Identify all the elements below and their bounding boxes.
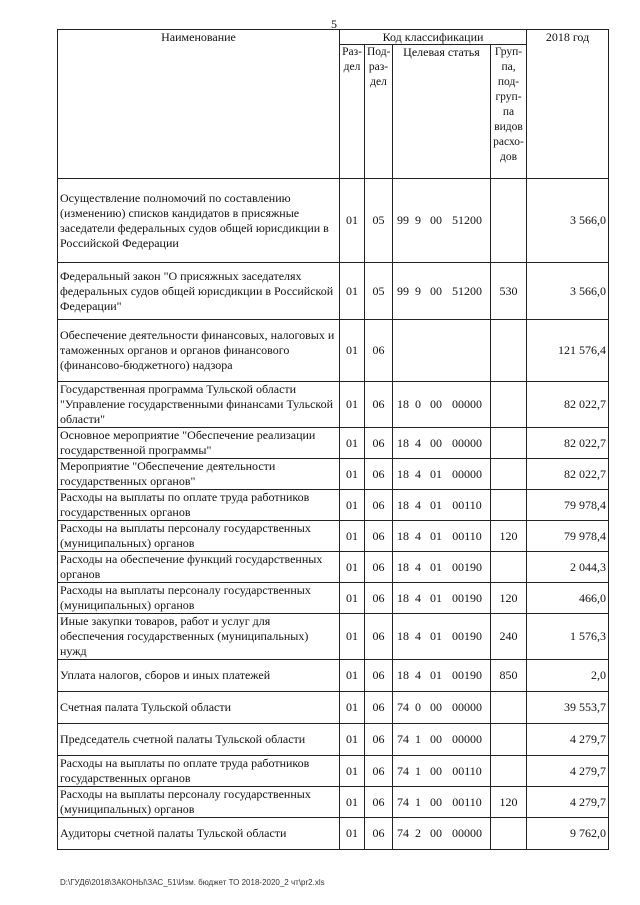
row-subsection: 06 — [365, 583, 393, 614]
target-article-program: 99 — [397, 213, 409, 227]
row-expense-group — [491, 459, 527, 490]
target-article-event: 00 — [430, 732, 442, 746]
row-expense-group — [491, 428, 527, 459]
row-name: Председатель счетной палаты Тульской области — [58, 724, 340, 756]
target-article-direction: 00110 — [452, 794, 482, 809]
target-article-subprogram: 4 — [415, 629, 421, 643]
row-name: Уплата налогов, сборов и иных платежей — [58, 660, 340, 692]
row-expense-group: 120 — [491, 787, 527, 818]
target-article-direction: 00000 — [452, 397, 482, 411]
row-section: 01 — [340, 756, 365, 787]
row-section: 01 — [340, 583, 365, 614]
target-article-direction: 00190 — [452, 559, 482, 574]
target-article-event: 01 — [430, 497, 442, 512]
row-expense-group — [491, 179, 527, 263]
row-amount-2018: 121 576,4 — [527, 320, 609, 382]
target-article-subprogram: 1 — [415, 763, 421, 778]
row-target-article — [393, 459, 491, 490]
row-target-article — [393, 179, 491, 263]
table-row — [58, 660, 609, 692]
target-article-program: 18 — [397, 497, 409, 512]
target-article-event: 00 — [430, 794, 442, 809]
table-row — [58, 614, 609, 660]
row-subsection: 05 — [365, 179, 393, 263]
row-subsection: 06 — [365, 787, 393, 818]
row-expense-group — [491, 320, 527, 382]
target-article-event: 01 — [430, 629, 442, 643]
row-name: Расходы на выплаты персоналу государственных (муниципальных) органов — [58, 787, 340, 818]
row-amount-2018: 2 044,3 — [527, 552, 609, 583]
row-name: Мероприятие "Обеспечение деятельности государственных органов" — [58, 459, 340, 490]
row-subsection: 06 — [365, 320, 393, 382]
row-name: Счетная палата Тульской области — [58, 692, 340, 724]
row-amount-2018: 79 978,4 — [527, 521, 609, 552]
row-target-article — [393, 614, 491, 660]
row-expense-group: 120 — [491, 521, 527, 552]
target-article-direction: 00110 — [452, 497, 482, 512]
row-subsection: 06 — [365, 756, 393, 787]
row-section: 01 — [340, 263, 365, 320]
row-section: 01 — [340, 382, 365, 428]
target-article-event: 01 — [430, 528, 442, 543]
row-target-article — [393, 428, 491, 459]
row-section: 01 — [340, 428, 365, 459]
target-article-event: 00 — [430, 763, 442, 778]
row-target-article — [393, 787, 491, 818]
footer-file-path: D:\ГУД6\2018\ЗАКОНЫ\ЗАС_51\Изм. бюджет ТО 2018-2020_2 чт\pr2.xls — [60, 878, 325, 887]
table-row — [58, 320, 609, 382]
target-article-event: 00 — [430, 435, 442, 450]
header-name: Наименование — [58, 30, 340, 179]
row-name: Расходы на выплаты по оплате труда работников государственных органов — [58, 756, 340, 787]
target-article-program: 74 — [397, 794, 409, 809]
target-article-direction: 00000 — [452, 435, 482, 450]
row-name: Расходы на выплаты персоналу государственных (муниципальных) органов — [58, 521, 340, 552]
row-expense-group — [491, 818, 527, 850]
table-body — [58, 179, 609, 850]
target-article-event: 01 — [430, 590, 442, 605]
row-amount-2018: 4 279,7 — [527, 756, 609, 787]
target-article-program: 74 — [397, 700, 409, 714]
header-subsection: Под- раз- дел — [365, 45, 393, 179]
row-name: Обеспечение деятельности финансовых, налоговых и таможенных органов и органов финансового (финансово-бюджетного) надзора — [58, 320, 340, 382]
row-expense-group: 120 — [491, 583, 527, 614]
row-name: Расходы на обеспечение функций государственных органов — [58, 552, 340, 583]
row-amount-2018: 39 553,7 — [527, 692, 609, 724]
target-article-subprogram: 0 — [415, 397, 421, 411]
row-subsection: 06 — [365, 552, 393, 583]
target-article-program: 74 — [397, 732, 409, 746]
table-row — [58, 179, 609, 263]
target-article-subprogram: 4 — [415, 668, 421, 682]
row-section: 01 — [340, 179, 365, 263]
table-row — [58, 692, 609, 724]
target-article-program: 18 — [397, 590, 409, 605]
target-article-program: 18 — [397, 435, 409, 450]
row-expense-group — [491, 552, 527, 583]
row-amount-2018: 82 022,7 — [527, 428, 609, 459]
target-article-event: 00 — [430, 397, 442, 411]
row-name: Аудиторы счетной палаты Тульской области — [58, 818, 340, 850]
row-amount-2018: 79 978,4 — [527, 490, 609, 521]
target-article-direction: 00000 — [452, 826, 482, 840]
row-section: 01 — [340, 490, 365, 521]
row-subsection: 06 — [365, 692, 393, 724]
target-article-subprogram: 2 — [415, 826, 421, 840]
target-article-program: 18 — [397, 629, 409, 643]
table-row — [58, 552, 609, 583]
target-article-program: 74 — [397, 826, 409, 840]
target-article-subprogram: 9 — [415, 213, 421, 227]
table-row — [58, 521, 609, 552]
row-section: 01 — [340, 614, 365, 660]
target-article-direction: 51200 — [452, 283, 482, 298]
row-target-article — [393, 320, 491, 382]
table-row — [58, 382, 609, 428]
row-amount-2018: 3 566,0 — [527, 263, 609, 320]
target-article-event: 00 — [430, 283, 442, 298]
row-target-article — [393, 382, 491, 428]
row-subsection: 06 — [365, 614, 393, 660]
row-amount-2018: 82 022,7 — [527, 382, 609, 428]
target-article-program: 18 — [397, 668, 409, 682]
target-article-program: 74 — [397, 763, 409, 778]
row-name: Осуществление полномочий по составлению (изменению) списков кандидатов в присяжные заседатели федеральных судов общей юрисдикции в Российской Федерации — [58, 179, 340, 263]
table-row — [58, 756, 609, 787]
target-article-event: 01 — [430, 466, 442, 481]
row-section: 01 — [340, 320, 365, 382]
budget-table — [57, 29, 609, 850]
target-article-subprogram: 4 — [415, 497, 421, 512]
target-article-subprogram: 0 — [415, 700, 421, 714]
row-expense-group — [491, 490, 527, 521]
header-classification-code: Код классификации — [340, 30, 527, 45]
table-row — [58, 818, 609, 850]
row-expense-group — [491, 724, 527, 756]
row-target-article — [393, 521, 491, 552]
row-amount-2018: 1 576,3 — [527, 614, 609, 660]
target-article-program: 18 — [397, 528, 409, 543]
target-article-direction: 00110 — [452, 763, 482, 778]
target-article-subprogram: 9 — [415, 283, 421, 298]
target-article-subprogram: 4 — [415, 435, 421, 450]
row-subsection: 06 — [365, 724, 393, 756]
row-name: Иные закупки товаров, работ и услуг для обеспечения государственных (муниципальных) нужд — [58, 614, 340, 660]
target-article-subprogram: 1 — [415, 732, 421, 746]
row-section: 01 — [340, 660, 365, 692]
row-amount-2018: 3 566,0 — [527, 179, 609, 263]
row-amount-2018: 4 279,7 — [527, 787, 609, 818]
header-target-article: Целевая статья — [393, 45, 491, 179]
target-article-subprogram: 4 — [415, 559, 421, 574]
header-year: 2018 год — [527, 30, 609, 179]
row-subsection: 06 — [365, 818, 393, 850]
row-subsection: 06 — [365, 459, 393, 490]
row-section: 01 — [340, 787, 365, 818]
row-section: 01 — [340, 459, 365, 490]
row-expense-group — [491, 756, 527, 787]
row-section: 01 — [340, 724, 365, 756]
table-row — [58, 263, 609, 320]
table-row — [58, 428, 609, 459]
target-article-direction: 00000 — [452, 700, 482, 714]
target-article-event: 01 — [430, 668, 442, 682]
row-section: 01 — [340, 521, 365, 552]
target-article-subprogram: 1 — [415, 794, 421, 809]
row-target-article — [393, 263, 491, 320]
row-target-article — [393, 692, 491, 724]
row-expense-group: 240 — [491, 614, 527, 660]
row-name: Государственная программа Тульской области "Управление государственными финансами Тульской области" — [58, 382, 340, 428]
target-article-program: 18 — [397, 397, 409, 411]
target-article-direction: 51200 — [452, 213, 482, 227]
row-name: Расходы на выплаты персоналу государственных (муниципальных) органов — [58, 583, 340, 614]
row-expense-group: 530 — [491, 263, 527, 320]
row-subsection: 06 — [365, 660, 393, 692]
target-article-direction: 00000 — [452, 466, 482, 481]
row-subsection: 06 — [365, 521, 393, 552]
target-article-program: 18 — [397, 559, 409, 574]
row-name: Федеральный закон "О присяжных заседателях федеральных судов общей юрисдикции в Российской Федерации" — [58, 263, 340, 320]
row-subsection: 05 — [365, 263, 393, 320]
row-expense-group — [491, 382, 527, 428]
row-target-article — [393, 724, 491, 756]
target-article-direction: 00190 — [452, 629, 482, 643]
row-target-article — [393, 756, 491, 787]
row-subsection: 06 — [365, 490, 393, 521]
row-target-article — [393, 552, 491, 583]
target-article-subprogram: 4 — [415, 528, 421, 543]
target-article-program: 18 — [397, 466, 409, 481]
row-amount-2018: 466,0 — [527, 583, 609, 614]
row-section: 01 — [340, 552, 365, 583]
target-article-event: 00 — [430, 213, 442, 227]
target-article-subprogram: 4 — [415, 590, 421, 605]
target-article-event: 00 — [430, 700, 442, 714]
row-name: Расходы на выплаты по оплате труда работников государственных органов — [58, 490, 340, 521]
row-subsection: 06 — [365, 428, 393, 459]
table-row — [58, 490, 609, 521]
row-section: 01 — [340, 692, 365, 724]
page-number: 5 — [331, 17, 337, 31]
table-row — [58, 787, 609, 818]
row-target-article — [393, 583, 491, 614]
table-row — [58, 459, 609, 490]
row-amount-2018: 9 762,0 — [527, 818, 609, 850]
target-article-direction: 00190 — [452, 590, 482, 605]
target-article-event: 00 — [430, 826, 442, 840]
header-section: Раз- дел — [340, 45, 365, 179]
row-expense-group: 850 — [491, 660, 527, 692]
table-row — [58, 583, 609, 614]
row-expense-group — [491, 692, 527, 724]
target-article-subprogram: 4 — [415, 466, 421, 481]
row-target-article — [393, 490, 491, 521]
target-article-event: 01 — [430, 559, 442, 574]
target-article-program: 99 — [397, 283, 409, 298]
table-row — [58, 724, 609, 756]
target-article-direction: 00000 — [452, 732, 482, 746]
row-target-article — [393, 818, 491, 850]
target-article-direction: 00110 — [452, 528, 482, 543]
row-amount-2018: 2,0 — [527, 660, 609, 692]
row-section: 01 — [340, 818, 365, 850]
target-article-direction: 00190 — [452, 668, 482, 682]
row-amount-2018: 82 022,7 — [527, 459, 609, 490]
row-name: Основное мероприятие "Обеспечение реализации государственной программы" — [58, 428, 340, 459]
row-target-article — [393, 660, 491, 692]
row-subsection: 06 — [365, 382, 393, 428]
header-expense-group: Груп- па, под- груп- па видов расхо- дов — [491, 45, 527, 179]
row-amount-2018: 4 279,7 — [527, 724, 609, 756]
